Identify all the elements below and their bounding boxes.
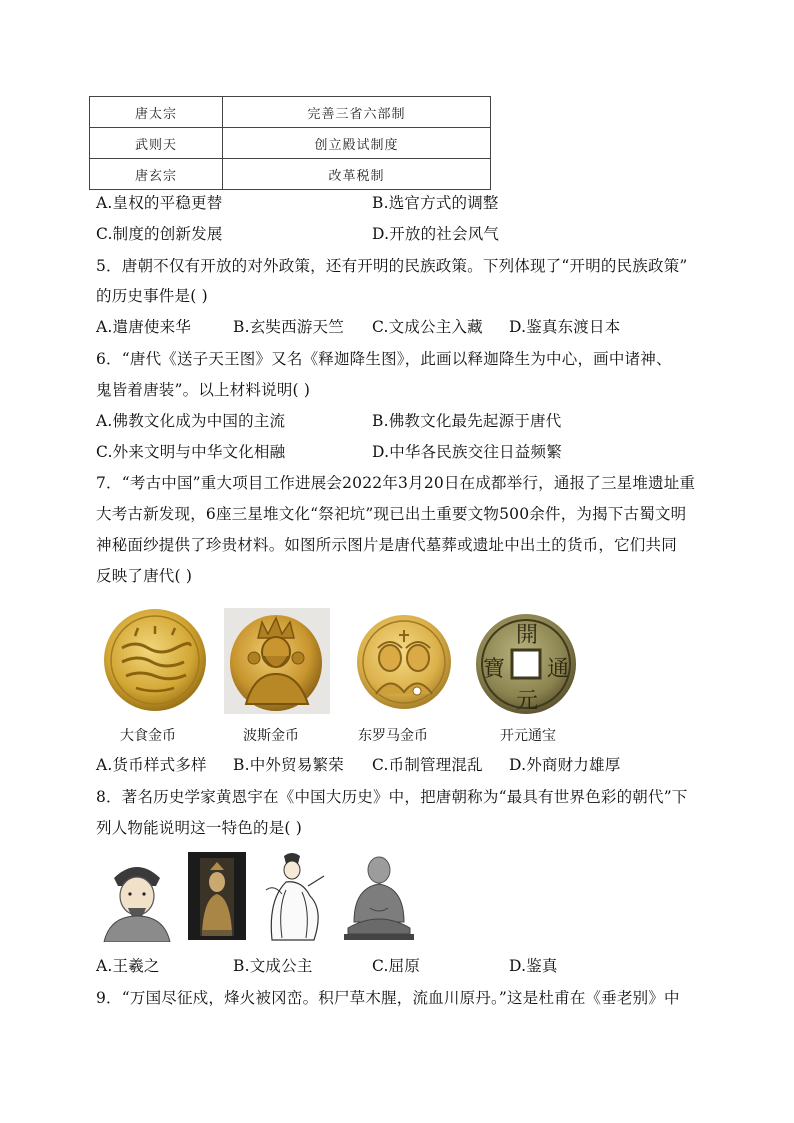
q8-stem-line1: 8．著名历史学家黄恩宇在《中国大历史》中，把唐朝称为“最具有世界色彩的朝代”下	[96, 788, 688, 806]
table-cell-event: 改革税制	[223, 159, 491, 190]
kaiyuan-bronze-coin-icon	[474, 612, 578, 716]
q6-option-a[interactable]: A.佛教文化成为中国的主流	[96, 412, 286, 430]
q7-stem-line2: 大考古新发现，6座三星堆文化“祭祀坑”现已出土重要文物500余件，为揭下古蜀文明	[96, 505, 687, 523]
table-row	[90, 128, 491, 159]
q7-stem-line1: 7．“考古中国”重大项目工作进展会2022年3月20日在成都举行，通报了三星堆遗址重	[96, 474, 696, 492]
arabic-gold-coin-icon	[100, 604, 210, 714]
coin-caption: 东罗马金币	[358, 728, 428, 744]
q4-option-c[interactable]: C.制度的创新发展	[96, 225, 223, 243]
coin-glyph: 開	[516, 623, 539, 648]
q6-option-c[interactable]: C.外来文明与中华文化相融	[96, 443, 286, 461]
q6-option-d[interactable]: D.中华各民族交往日益频繁	[372, 443, 562, 461]
table-cell-person: 武则天	[90, 128, 223, 159]
q7-stem-line4: 反映了唐代( )	[96, 567, 193, 585]
reference-table	[89, 96, 491, 190]
table-cell-event: 创立殿试制度	[223, 128, 491, 159]
table-cell-event: 完善三省六部制	[223, 97, 491, 128]
wencheng-statue-photo-icon	[188, 852, 246, 940]
byzantine-gold-coin-icon	[354, 612, 454, 712]
q7-stem-line3: 神秘面纱提供了珍贵材料。如图所示图片是唐代墓葬或遗址中出土的货币，它们共同	[96, 536, 677, 554]
jianzhen-statue-icon	[340, 852, 418, 942]
q5-option-c[interactable]: C.文成公主入藏	[372, 318, 483, 336]
q8-stem-line2: 列人物能说明这一特色的是( )	[96, 819, 303, 837]
q4-option-b[interactable]: B.选官方式的调整	[372, 194, 499, 212]
q8-option-c[interactable]: C.屈原	[372, 957, 421, 975]
q5-option-d[interactable]: D.鉴真东渡日本	[509, 318, 621, 336]
q4-option-d[interactable]: D.开放的社会风气	[372, 225, 500, 243]
q5-stem-line1: 5．唐朝不仅有开放的对外政策，还有开明的民族政策。下列体现了“开明的民族政策”	[96, 257, 688, 275]
wang-xizhi-portrait-icon	[98, 856, 176, 942]
q8-option-b[interactable]: B.文成公主	[233, 957, 313, 975]
table-row	[90, 159, 491, 190]
coin-glyph: 元	[516, 689, 539, 714]
q4-option-a[interactable]: A.皇权的平稳更替	[96, 194, 223, 212]
q7-option-a[interactable]: A.货币样式多样	[96, 756, 207, 774]
coin-glyph: 通	[547, 657, 570, 682]
coin-caption: 开元通宝	[500, 728, 556, 744]
q5-option-b[interactable]: B.玄奘西游天竺	[233, 318, 344, 336]
coin-caption: 波斯金币	[243, 728, 299, 744]
q5-stem-line2: 的历史事件是( )	[96, 287, 208, 305]
coin-caption: 大食金币	[120, 728, 176, 744]
q7-option-c[interactable]: C.币制管理混乱	[372, 756, 483, 774]
q9-stem-line1: 9．“万国尽征戍，烽火被冈峦。积尸草木腥，流血川原丹。”这是杜甫在《垂老别》中	[96, 989, 680, 1007]
q8-option-a[interactable]: A.王羲之	[96, 957, 160, 975]
q6-stem-line1: 6．“唐代《送子天王图》又名《释迦降生图》，此画以释迦降生为中心，画中诸神、	[96, 350, 672, 368]
table-row	[90, 97, 491, 128]
q5-option-a[interactable]: A.遣唐使来华	[96, 318, 192, 336]
q7-option-b[interactable]: B.中外贸易繁荣	[233, 756, 344, 774]
table-cell-person: 唐太宗	[90, 97, 223, 128]
qu-yuan-drawing-icon	[258, 850, 328, 942]
table-cell-person: 唐玄宗	[90, 159, 223, 190]
q8-option-d[interactable]: D.鉴真	[509, 957, 558, 975]
persian-gold-coin-icon	[224, 608, 330, 714]
q6-stem-line2: 鬼皆着唐装”。以上材料说明( )	[96, 381, 311, 399]
q7-option-d[interactable]: D.外商财力雄厚	[509, 756, 621, 774]
coin-glyph: 寶	[483, 657, 506, 682]
q6-option-b[interactable]: B.佛教文化最先起源于唐代	[372, 412, 562, 430]
